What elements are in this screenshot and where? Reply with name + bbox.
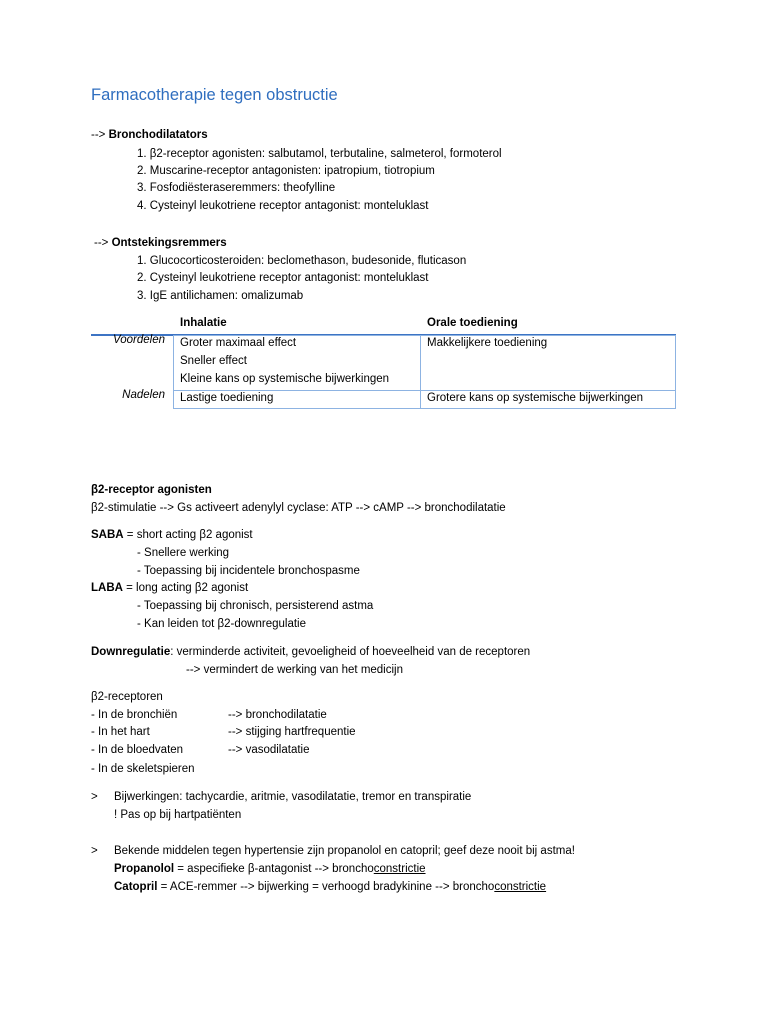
laba-definition: = long acting β2 agonist: [122, 582, 249, 594]
section-heading: Bronchodilatators: [108, 129, 208, 141]
receptor-effect: --> stijging hartfrequentie: [228, 726, 356, 738]
list-item: 1. β2-receptor agonisten: salbutamol, terbutaline, salmeterol, formoterol: [137, 148, 502, 160]
table-cell: Lastige toediening: [180, 392, 274, 404]
list-item: - Kan leiden tot β2-downregulatie: [137, 618, 306, 630]
catopril-label: Catopril: [114, 881, 158, 893]
arrow-prefix: -->: [94, 237, 112, 249]
propanolol-underlined: constrictie: [373, 863, 426, 875]
table-cell: Sneller effect: [180, 355, 247, 367]
table-row-label-voordelen: Voordelen: [112, 334, 165, 346]
laba-line: [91, 581, 248, 596]
catopril-text: = ACE-remmer --> bijwerking = verhoogd bradykinine --> broncho: [157, 881, 495, 893]
catopril-underlined: constrictie: [494, 881, 547, 893]
downregulation-result: --> vermindert de werking van het medicijn: [186, 664, 403, 676]
side-effects-text: Bijwerkingen: tachycardie, aritmie, vasodilatatie, tremor en transpiratie: [114, 791, 472, 803]
saba-line: [91, 528, 253, 543]
saba-label: SABA: [91, 529, 124, 541]
receptor-location: - In de skeletspieren: [91, 763, 195, 775]
downregulation-line: [91, 645, 530, 660]
section-ontstekingsremmers-heading: [94, 236, 227, 251]
catopril-line: [114, 880, 546, 895]
page-title: Farmacotherapie tegen obstructie: [91, 86, 338, 104]
beta-stimulation: β2-stimulatie --> Gs activeert adenylyl cyclase: ATP --> cAMP --> bronchodilatatie: [91, 502, 506, 514]
table-cell: Grotere kans op systemische bijwerkingen: [427, 392, 644, 404]
list-item: - Toepassing bij incidentele bronchospasme: [137, 565, 360, 577]
saba-definition: = short acting β2 agonist: [123, 529, 253, 541]
receptor-location: - In de bronchiën: [91, 709, 178, 721]
list-item: 3. Fosfodiësteraseremmers: theofylline: [137, 182, 336, 194]
table-cell: Groter maximaal effect: [180, 337, 297, 349]
receptor-location: - In de bloedvaten: [91, 744, 184, 756]
downregulation-definition: : verminderde activiteit, gevoeligheid of hoeveelheid van de receptoren: [170, 646, 531, 658]
bullet-marker: >: [91, 845, 98, 857]
arrow-prefix: -->: [91, 129, 109, 141]
side-effects-note: ! Pas op bij hartpatiënten: [114, 809, 242, 821]
receptor-effect: --> vasodilatatie: [228, 744, 310, 756]
hypertension-text: Bekende middelen tegen hypertensie zijn propanolol en catopril; geef deze nooit bij astma!: [114, 845, 575, 857]
propanolol-line: [114, 862, 426, 877]
list-item: 3. IgE antilichamen: omalizumab: [137, 290, 304, 302]
propanolol-text: = aspecifieke β-antagonist --> broncho: [174, 863, 374, 875]
beta-heading-text: β2-receptor agonisten: [91, 484, 212, 496]
beta-heading: [91, 483, 212, 498]
list-item: - Toepassing bij chronisch, persisterend astma: [137, 600, 374, 612]
table-cell: Kleine kans op systemische bijwerkingen: [180, 373, 390, 385]
bullet-marker: >: [91, 791, 98, 803]
table-header-orale: Orale toediening: [427, 317, 518, 329]
downregulation-label: Downregulatie: [91, 646, 171, 658]
table-row-label-nadelen: Nadelen: [122, 389, 165, 401]
propanolol-label: Propanolol: [114, 863, 175, 875]
list-item: 1. Glucocorticosteroiden: beclomethason, budesonide, fluticason: [137, 255, 467, 267]
list-item: 2. Cysteinyl leukotriene receptor antagonist: monteluklast: [137, 272, 429, 284]
list-item: - Snellere werking: [137, 547, 230, 559]
table-cell: Makkelijkere toediening: [427, 337, 548, 349]
table-header-inhalatie: Inhalatie: [180, 317, 227, 329]
section-heading: Ontstekingsremmers: [111, 237, 227, 249]
section-bronchodilatators-heading: [91, 128, 208, 143]
receptor-location: - In het hart: [91, 726, 150, 738]
list-item: 4. Cysteinyl leukotriene receptor antagonist: monteluklast: [137, 200, 429, 212]
list-item: 2. Muscarine-receptor antagonisten: ipatropium, tiotropium: [137, 165, 435, 177]
receptor-effect: --> bronchodilatatie: [228, 709, 327, 721]
receptors-heading: β2-receptoren: [91, 691, 163, 703]
comparison-table: [91, 316, 676, 410]
laba-label: LABA: [91, 582, 123, 594]
